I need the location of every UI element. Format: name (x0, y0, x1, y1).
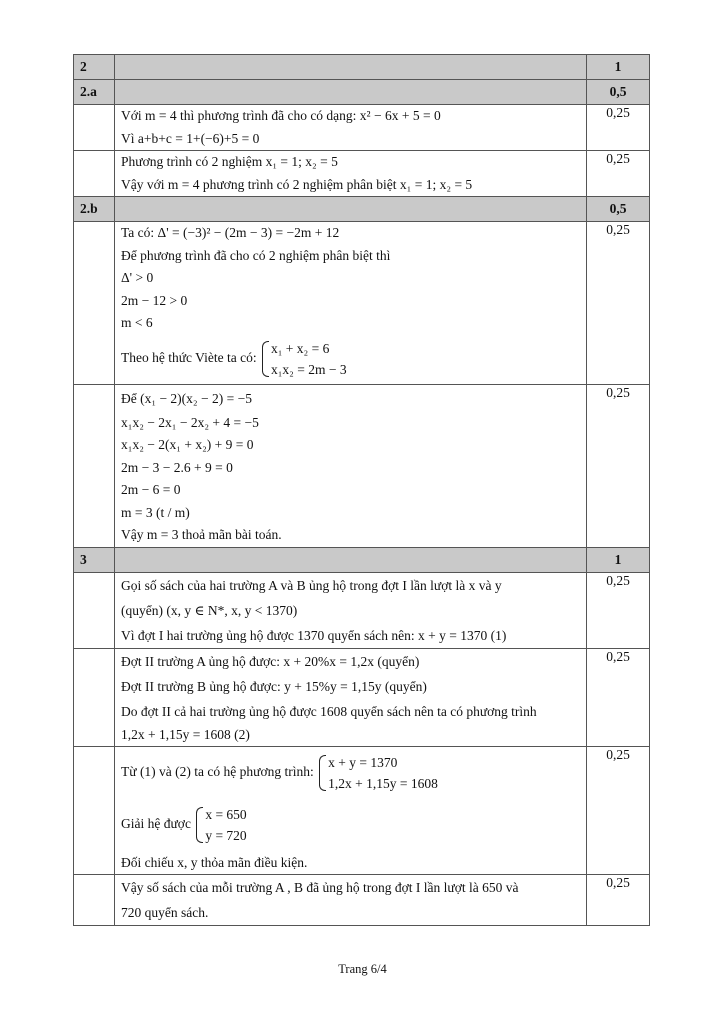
question-score: 0,5 (587, 80, 650, 105)
viete-prefix: Theo hệ thức Viète ta có: (121, 349, 257, 365)
system-equation: 1,2x + 1,15y = 1608 (328, 775, 438, 791)
step-content (115, 648, 587, 746)
step-row (74, 746, 650, 875)
step-row (74, 222, 650, 385)
step-content (115, 222, 587, 385)
question-number: 3 (74, 547, 115, 572)
solution-line: Gọi số sách của hai trường A và B ủng hộ trong đợt I lần lượt là x và y (121, 577, 502, 593)
equation-system (260, 338, 347, 380)
step-row (74, 572, 650, 648)
solution-line: Để phương trình đã cho có 2 nghiệm phân biệt thì (121, 247, 391, 263)
step-score: 0,25 (587, 572, 650, 648)
step-content (115, 875, 587, 926)
question-number: 2.a (74, 80, 115, 105)
header-content (115, 197, 587, 222)
solution-line: Phương trình có 2 nghiệm x₁ = 1; x₂ = 5 (121, 154, 338, 169)
solution-line: 1,2x + 1,15y = 1608 (2) (121, 726, 250, 742)
solution-line: Vì a+b+c = 1+(−6)+5 = 0 (121, 130, 260, 146)
step-row (74, 875, 650, 926)
system-equation: x₁x₂ = 2m − 3 (270, 361, 347, 377)
solution-line: Để (x₁ − 2)(x₂ − 2) = −5 (121, 390, 252, 406)
step-score: 0,25 (587, 105, 650, 151)
row-question-2 (74, 55, 650, 80)
step-row (74, 151, 650, 197)
step-row (74, 648, 650, 746)
solution-line: Do đợt II cả hai trường ủng hộ được 1608 quyển sách nên ta có phương trình (121, 703, 537, 719)
step-content (115, 746, 587, 875)
system-prefix: Giải hệ được (121, 815, 191, 831)
step-score: 0,25 (587, 746, 650, 875)
solution-line: 2m − 12 > 0 (121, 292, 188, 308)
equation-system (194, 804, 246, 846)
step-score: 0,25 (587, 151, 650, 197)
system-prefix: Từ (1) và (2) ta có hệ phương trình: (121, 763, 314, 779)
solution-line: 720 quyển sách. (121, 905, 209, 920)
viete-line (121, 335, 580, 384)
solution-line: Với m = 4 thì phương trình đã cho có dạng: x² − 6x + 5 = 0 (121, 108, 441, 123)
solution-line: 2m − 3 − 2.6 + 9 = 0 (121, 459, 233, 475)
solution-line: Đối chiếu x, y thỏa mãn điều kiện. (121, 854, 308, 870)
row-question-3 (74, 547, 650, 572)
row-question-2a (74, 80, 650, 105)
step-content (115, 151, 587, 197)
solution-line: x₁x₂ − 2x₁ − 2x₂ + 4 = −5 (121, 414, 259, 430)
solution-line: Vậy số sách của mỗi trường A , B đã ủng hộ trong đợt I lần lượt là 650 và (121, 880, 519, 895)
system-equation: y = 720 (205, 827, 247, 843)
step-score: 0,25 (587, 875, 650, 926)
system-line (121, 798, 580, 850)
system-equation: x = 650 (205, 806, 247, 822)
solution-line: Đợt II trường A ủng hộ được: x + 20%x = 1,2x (quyển) (121, 653, 420, 669)
step-row (74, 384, 650, 547)
question-score: 1 (587, 55, 650, 80)
page-footer: Trang 6/4 (338, 962, 387, 976)
solution-line: Vậy m = 3 thoả mãn bài toán. (121, 527, 282, 542)
step-content (115, 105, 587, 151)
step-score: 0,25 (587, 384, 650, 547)
step-score: 0,25 (587, 222, 650, 385)
step-content (115, 384, 587, 547)
step-content (115, 572, 587, 648)
system-equation: x + y = 1370 (328, 754, 398, 770)
solution-line: x₁x₂ − 2(x₁ + x₂) + 9 = 0 (121, 437, 254, 452)
solution-line: 2m − 6 = 0 (121, 482, 181, 497)
step-row (74, 105, 650, 151)
header-content (115, 55, 587, 80)
question-score: 0,5 (587, 197, 650, 222)
system-equation: x₁ + x₂ = 6 (270, 340, 330, 356)
question-number: 2 (74, 55, 115, 80)
solution-line: (quyển) (x, y ∈ N*, x, y < 1370) (121, 602, 298, 618)
solution-line: Δ' > 0 (121, 270, 154, 285)
solution-line: Vậy với m = 4 phương trình có 2 nghiệm phân biệt x₁ = 1; x₂ = 5 (121, 176, 473, 192)
solution-line: Đợt II trường B ủng hộ được: y + 15%y = 1,15y (quyển) (121, 678, 427, 694)
solution-line: Vì đợt I hai trường ủng hộ được 1370 quyển sách nên: x + y = 1370 (1) (121, 627, 507, 643)
question-score: 1 (587, 547, 650, 572)
question-number: 2.b (74, 197, 115, 222)
equation-system (317, 752, 438, 794)
solution-table (73, 54, 650, 926)
row-question-2b (74, 197, 650, 222)
solution-line: Ta có: Δ' = (−3)² − (2m − 3) = −2m + 12 (121, 225, 340, 240)
solution-line: m < 6 (121, 315, 153, 330)
solution-line: m = 3 (t / m) (121, 504, 190, 520)
header-content (115, 80, 587, 105)
header-content (115, 547, 587, 572)
system-line (121, 747, 580, 798)
step-score: 0,25 (587, 648, 650, 746)
